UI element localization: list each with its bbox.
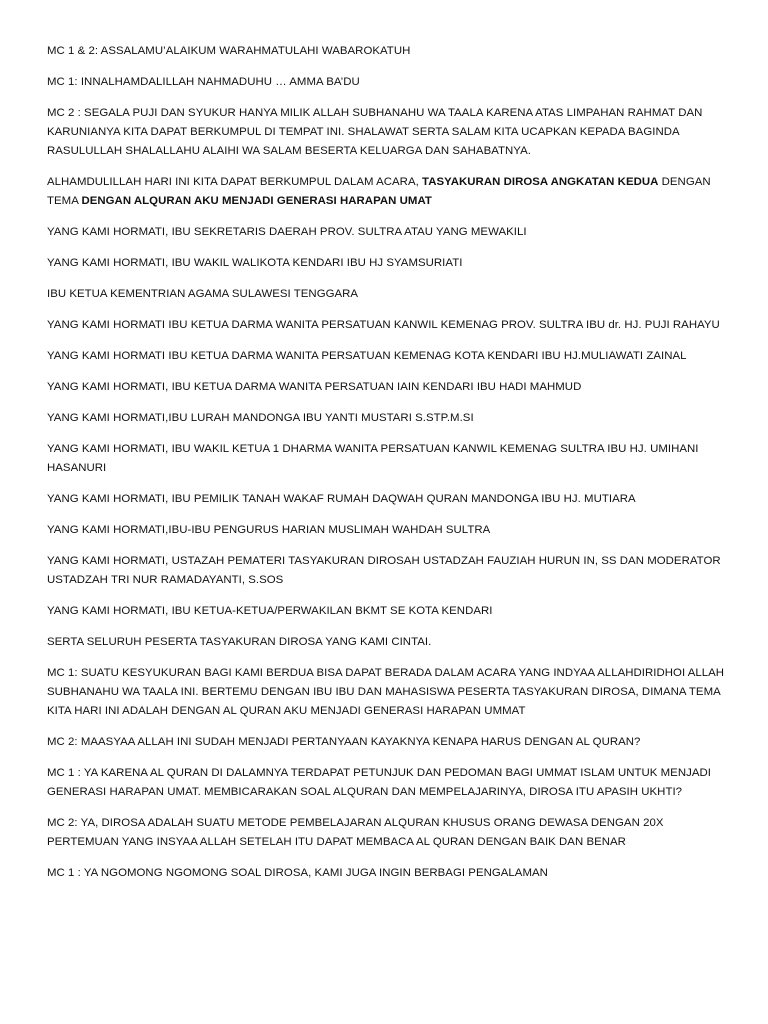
text-run: YANG KAMI HORMATI IBU KETUA DARMA WANITA PERSATUAN KANWIL KEMENAG PROV. SULTRA IBU dr. HJ. PUJI RAHAYU	[47, 319, 720, 331]
paragraph	[47, 602, 737, 621]
paragraph	[47, 864, 737, 883]
paragraph	[47, 733, 737, 752]
paragraph	[47, 73, 737, 92]
paragraph	[47, 440, 737, 478]
text-run: MC 1: SUATU KESYUKURAN BAGI KAMI BERDUA BISA DAPAT BERADA DALAM ACARA YANG INDYAA ALLAHDIRIDHOI ALLAH SUBHANAHU WA TAALA INI. BERTEMU DENGAN IBU IBU DAN MAHASISWA PESERTA TASYAKURAN DIROSA, DIMANA TEMA KITA HARI INI ADALAH DENGAN AL QURAN AKU MENJADI GENERASI HARAPAN UMMAT	[47, 667, 725, 717]
text-run: MC 1 & 2: ASSALAMU’ALAIKUM WARAHMATULAHI WABAROKATUH	[47, 45, 411, 57]
paragraph	[47, 104, 737, 161]
paragraph	[47, 490, 737, 509]
paragraph	[47, 764, 737, 802]
paragraph	[47, 521, 737, 540]
text-run: YANG KAMI HORMATI, IBU SEKRETARIS DAERAH PROV. SULTRA ATAU YANG MEWAKILI	[47, 226, 527, 238]
paragraph	[47, 347, 737, 366]
paragraph	[47, 316, 737, 335]
paragraph	[47, 552, 737, 590]
text-run: YANG KAMI HORMATI, USTAZAH PEMATERI TASYAKURAN DIROSAH USTADZAH FAUZIAH HURUN IN, SS DAN MODERATOR USTADZAH TRI NUR RAMADAYANTI, S.SOS	[47, 555, 721, 586]
text-run: YANG KAMI HORMATI,IBU-IBU PENGURUS HARIAN MUSLIMAH WAHDAH SULTRA	[47, 524, 491, 536]
text-run: YANG KAMI HORMATI, IBU WAKIL WALIKOTA KENDARI IBU HJ SYAMSURIATI	[47, 257, 463, 269]
text-run: MC 2 : SEGALA PUJI DAN SYUKUR HANYA MILIK ALLAH SUBHANAHU WA TAALA KARENA ATAS LIMPAHAN RAHMAT DAN KARUNIANYA KITA DAPAT BERKUMPUL DI TEMPAT INI. SHALAWAT SERTA SALAM KITA UCAPKAN KEPADA BAGINDA RASULULLAH SHALALLAHU ALAIHI WA SALAM BESERTA KELUARGA DAN SAHABATNYA.	[47, 107, 703, 157]
text-run: ALHAMDULILLAH HARI INI KITA DAPAT BERKUMPUL DALAM ACARA,	[47, 176, 423, 188]
paragraph	[47, 814, 737, 852]
text-run: DENGAN TEMA	[47, 176, 711, 207]
paragraph	[47, 254, 737, 273]
paragraph	[47, 409, 737, 428]
text-run: YANG KAMI HORMATI,IBU LURAH MANDONGA IBU YANTI MUSTARI S.STP.M.SI	[47, 412, 474, 424]
text-run: YANG KAMI HORMATI, IBU WAKIL KETUA 1 DHARMA WANITA PERSATUAN KANWIL KEMENAG SULTRA IBU HJ. UMIHANI HASANURI	[47, 443, 699, 474]
bold-text: DENGAN ALQURAN AKU MENJADI GENERASI HARAPAN UMAT	[81, 195, 432, 207]
paragraph	[47, 285, 737, 304]
text-run: IBU KETUA KEMENTRIAN AGAMA SULAWESI TENGGARA	[47, 288, 359, 300]
paragraph	[47, 664, 737, 721]
text-run: MC 1: INNALHAMDALILLAH NAHMADUHU … AMMA BA’DU	[47, 76, 360, 88]
text-run: MC 1 : YA NGOMONG NGOMONG SOAL DIROSA, KAMI JUGA INGIN BERBAGI PENGALAMAN	[47, 867, 548, 879]
text-run: YANG KAMI HORMATI, IBU KETUA DARMA WANITA PERSATUAN IAIN KENDARI IBU HADI MAHMUD	[47, 381, 582, 393]
text-run: YANG KAMI HORMATI, IBU KETUA-KETUA/PERWAKILAN BKMT SE KOTA KENDARI	[47, 605, 493, 617]
paragraph	[47, 223, 737, 242]
text-run: YANG KAMI HORMATI IBU KETUA DARMA WANITA PERSATUAN KEMENAG KOTA KENDARI IBU HJ.MULIAWATI ZAINAL	[47, 350, 687, 362]
paragraph	[47, 173, 737, 211]
paragraph	[47, 633, 737, 652]
bold-text: TASYAKURAN DIROSA ANGKATAN KEDUA	[422, 176, 659, 188]
document-body	[47, 42, 737, 895]
paragraph	[47, 42, 737, 61]
text-run: MC 1 : YA KARENA AL QURAN DI DALAMNYA TERDAPAT PETUNJUK DAN PEDOMAN BAGI UMMAT ISLAM UNTUK MENJADI GENERASI HARAPAN UMAT. MEMBICARAKAN SOAL ALQURAN DAN MEMPELAJARINYA, DIROSA ITU APASIH UKHTI?	[47, 767, 711, 798]
text-run: SERTA SELURUH PESERTA TASYAKURAN DIROSA YANG KAMI CINTAI.	[47, 636, 432, 648]
text-run: MC 2: MAASYAA ALLAH INI SUDAH MENJADI PERTANYAAN KAYAKNYA KENAPA HARUS DENGAN AL QURAN?	[47, 736, 641, 748]
text-run: MC 2: YA, DIROSA ADALAH SUATU METODE PEMBELAJARAN ALQURAN KHUSUS ORANG DEWASA DENGAN 20X PERTEMUAN YANG INSYAA ALLAH SETELAH ITU DAPAT MEMBACA AL QURAN DENGAN BAIK DAN BENAR	[47, 817, 664, 848]
text-run: YANG KAMI HORMATI, IBU PEMILIK TANAH WAKAF RUMAH DAQWAH QURAN MANDONGA IBU HJ. MUTIARA	[47, 493, 636, 505]
paragraph	[47, 378, 737, 397]
